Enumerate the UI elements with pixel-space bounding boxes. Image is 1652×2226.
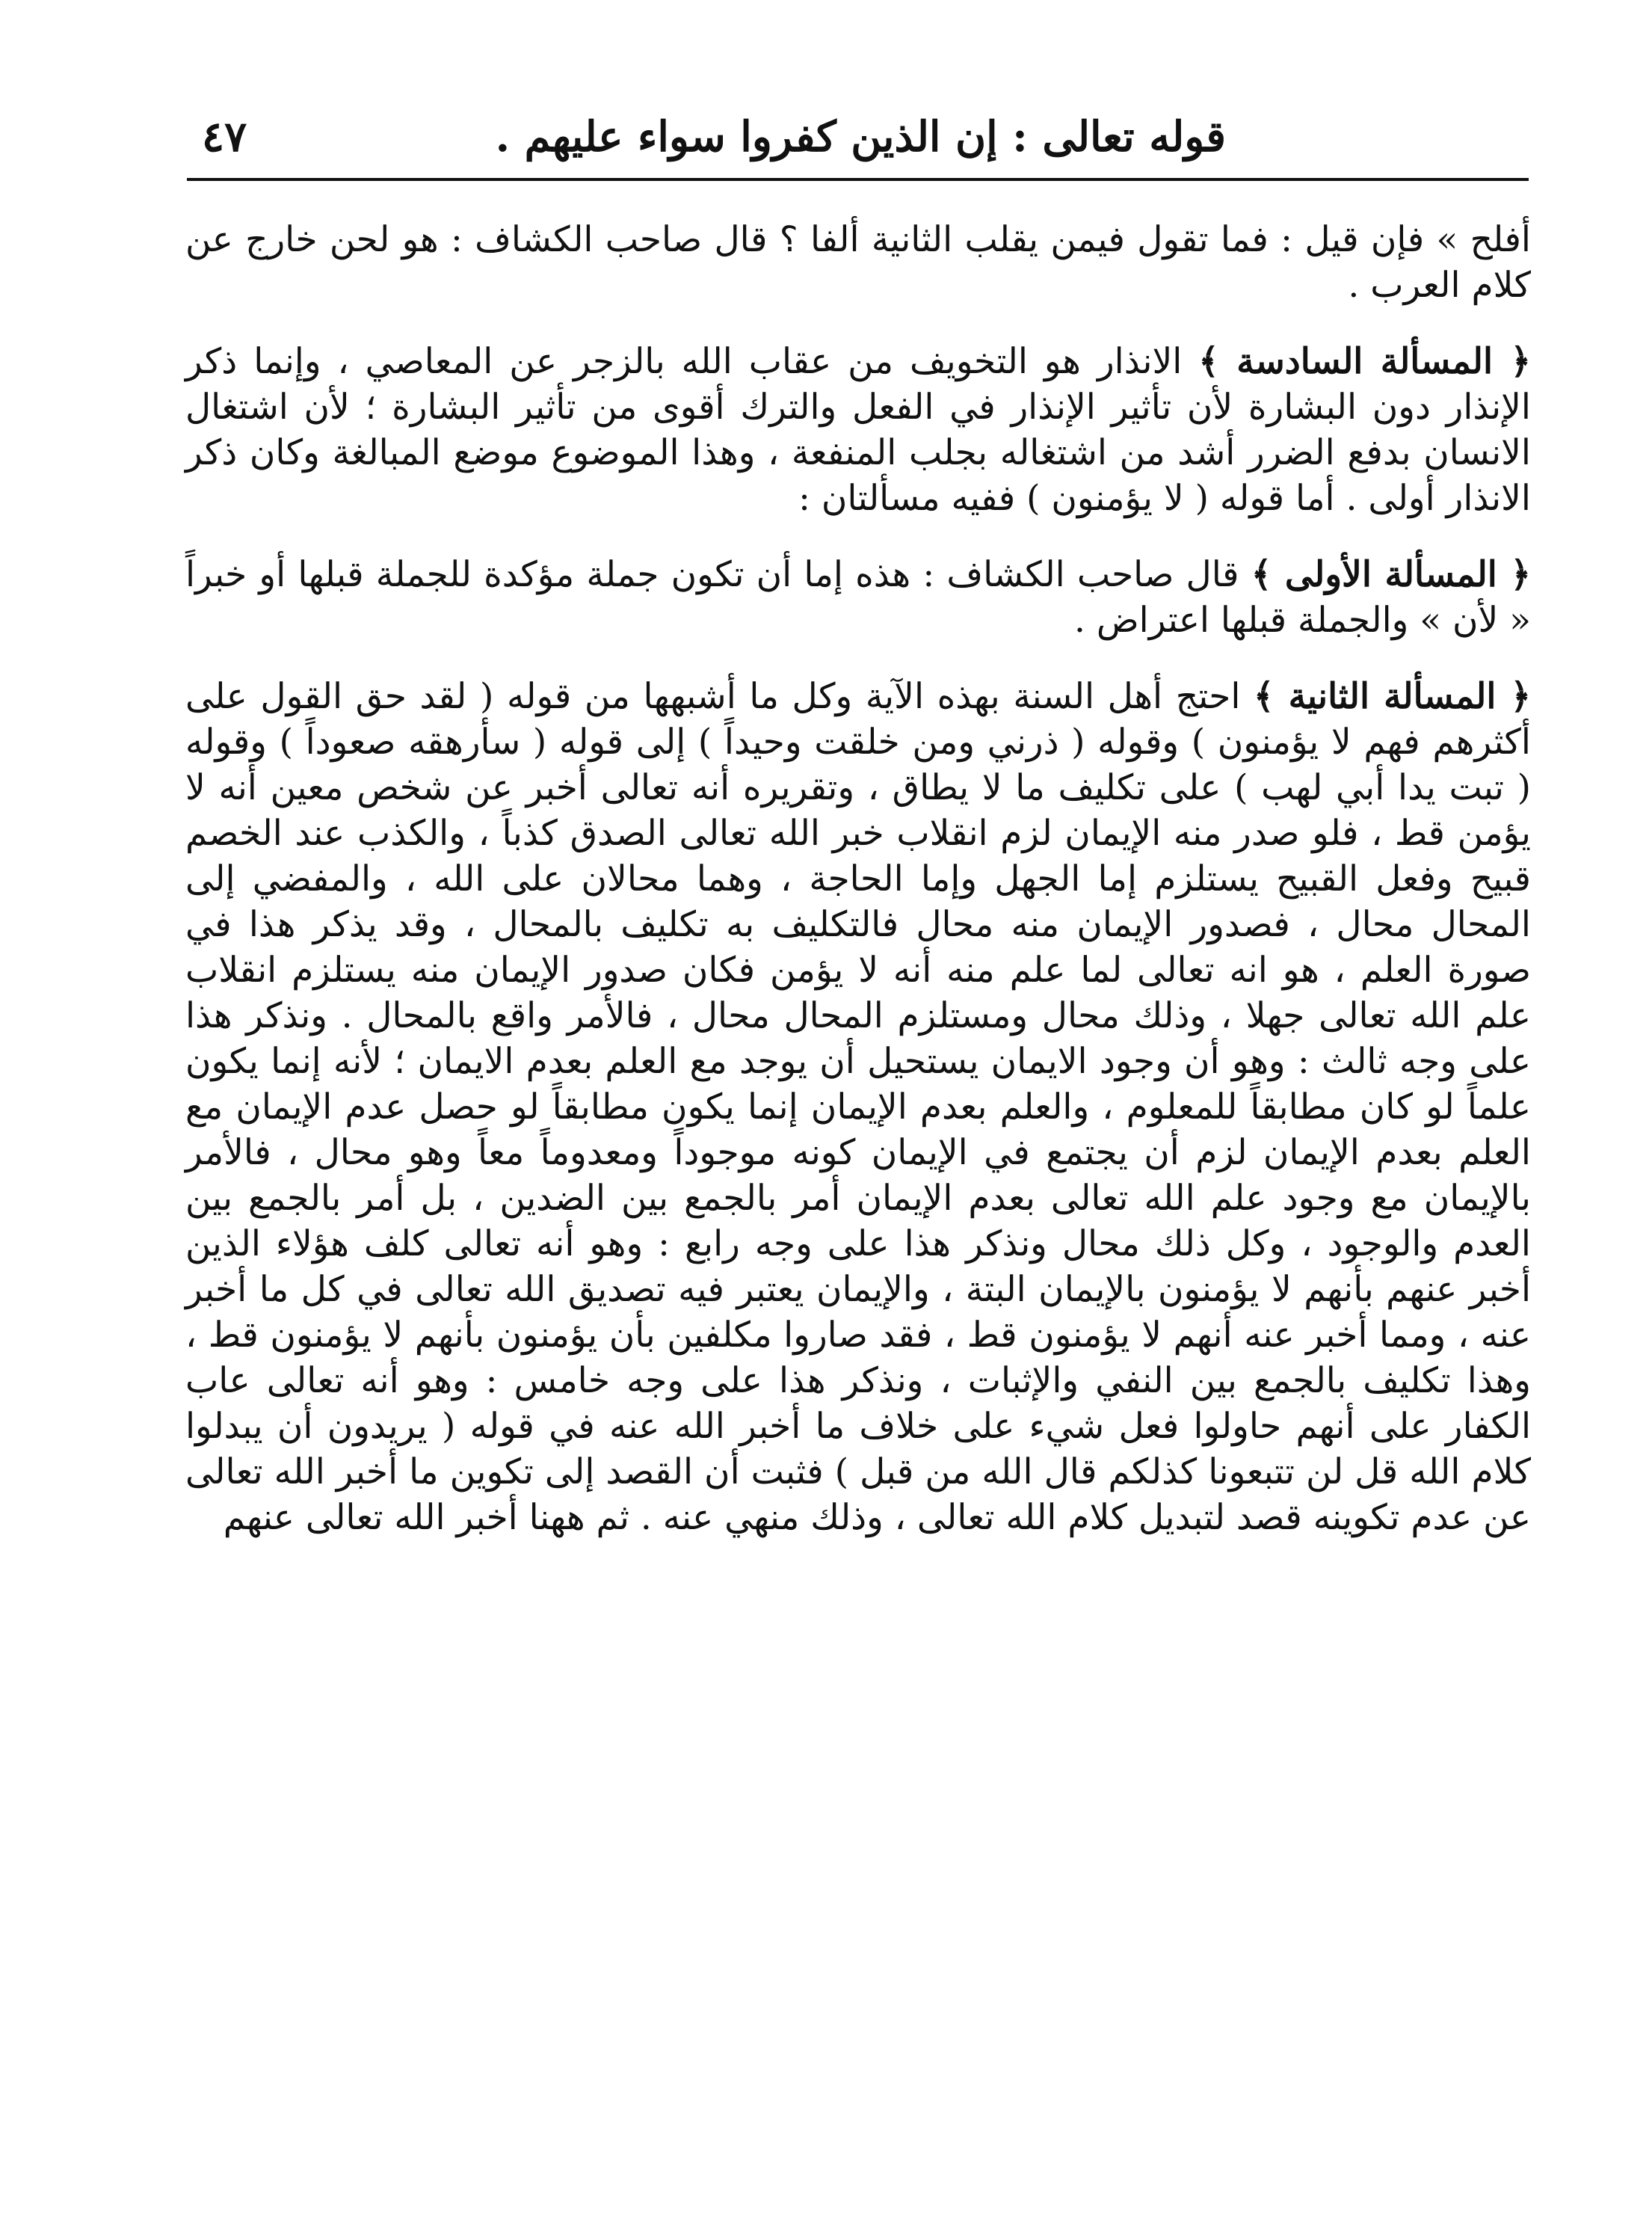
paragraph-text: أفلح » فإن قيل : فما تقول فيمن يقلب الثانية ألفا ؟ قال صاحب الكشاف : هو لحن خارج عن كلام العرب .	[185, 219, 1531, 306]
paragraph-issue-first	[185, 552, 1531, 643]
paragraph-text: قال صاحب الكشاف : هذه إما أن تكون جملة مؤكدة للجملة قبلها أو خبراً « لأن » والجملة قبلها اعتراض .	[185, 554, 1531, 641]
paragraph-text: احتج أهل السنة بهذه الآية وكل ما أشبهها من قوله ( لقد حق القول على أكثرهم فهم لا يؤمنون ) وقوله ( ذرني ومن خلقت وحيداً ) إلى قوله ( سأرهقه صعوداً ) وقوله ( تبت يدا أبي لهب ) على تكليف ما لا يطاق ، وتقريره أنه تعالى أخبر عن شخص معين أنه لا يؤمن قط ، فلو صدر منه الإيمان لزم انقلاب خبر الله تعالى الصدق كذباً ، والكذب عند الخصم قبيح وفعل القبيح يستلزم إما الجهل وإما الحاجة ، وهما محالان على الله ، والمفضي إلى المحال محال ، فصدور الإيمان منه محال فالتكليف به تكليف بالمحال ، وقد يذكر هذا في صورة العلم ، هو انه تعالى لما علم منه أنه لا يؤمن فكان صدور الإيمان منه يستلزم انقلاب علم الله تعالى جهلا ، وذلك محال ومستلزم المحال محال ، فالأمر واقع بالمحال . ونذكر هذا على وجه ثالث : وهو أن وجود الايمان يستحيل أن يوجد مع العلم بعدم الايمان ؛ لأنه إنما يكون علماً لو كان مطابقاً للمعلوم ، والعلم بعدم الإيمان إنما يكون مطابقاً لو حصل عدم الإيمان مع العلم بعدم الإيمان لزم أن يجتمع في الإيمان كونه موجوداً ومعدوماً معاً وهو محال ، فالأمر بالإيمان مع وجود علم الله تعالى بعدم الإيمان أمر بالجمع بين الضدين ، بل أمر بالجمع بين العدم والوجود ، وكل ذلك محال ونذكر هذا على وجه رابع : وهو أنه تعالى كلف هؤلاء الذين أخبر عنهم بأنهم لا يؤمنون بالإيمان البتة ، والإيمان يعتبر فيه تصديق الله تعالى في كل ما أخبر عنه ، ومما أخبر عنه أنهم لا يؤمنون قط ، فقد صاروا مكلفين بأن يؤمنون بأنهم لا يؤمنون قط ، وهذا تكليف بالجمع بين النفي والإثبات ، ونذكر هذا على وجه خامس : وهو أنه تعالى عاب الكفار على أنهم حاولوا فعل شيء على خلاف ما أخبر الله عنه في قوله ( يريدون أن يبدلوا كلام الله قل لن تتبعونا كذلكم قال الله من قبل ) فثبت أن القصد إلى تكوين ما أخبر الله تعالى عن عدم تكوينه قصد لتبديل كلام الله تعالى ، وذلك منهي عنه . ثم ههنا أخبر الله تعالى عنهم	[185, 676, 1531, 1538]
body-text	[185, 217, 1531, 1571]
header-rule	[187, 178, 1529, 181]
paragraph-issue-sixth	[185, 339, 1531, 521]
section-heading: ﴿ المسألة الأولى ﴾	[1251, 554, 1531, 595]
paragraph-continuation	[185, 217, 1531, 308]
running-header-title: قوله تعالى : إن الذين كفروا سواء عليهم .	[495, 112, 1226, 162]
section-heading: ﴿ المسألة السادسة ﴾	[1198, 341, 1531, 382]
page-number: ٤٧	[202, 112, 247, 162]
paragraph-text: الانذار هو التخويف من عقاب الله بالزجر عن المعاصي ، وإنما ذكر الإنذار دون البشارة لأن تأثير الإنذار في الفعل والترك أقوى من تأثير البشارة ؛ لأن اشتغال الانسان بدفع الضرر أشد من اشتغاله بجلب المنفعة ، وهذا الموضوع موضع المبالغة وكان ذكر الانذار أولى . أما قوله ( لا يؤمنون ) ففيه مسألتان :	[185, 341, 1531, 519]
running-header	[187, 103, 1529, 185]
paragraph-issue-second	[185, 674, 1531, 1540]
section-heading: ﴿ المسألة الثانية ﴾	[1254, 676, 1532, 717]
